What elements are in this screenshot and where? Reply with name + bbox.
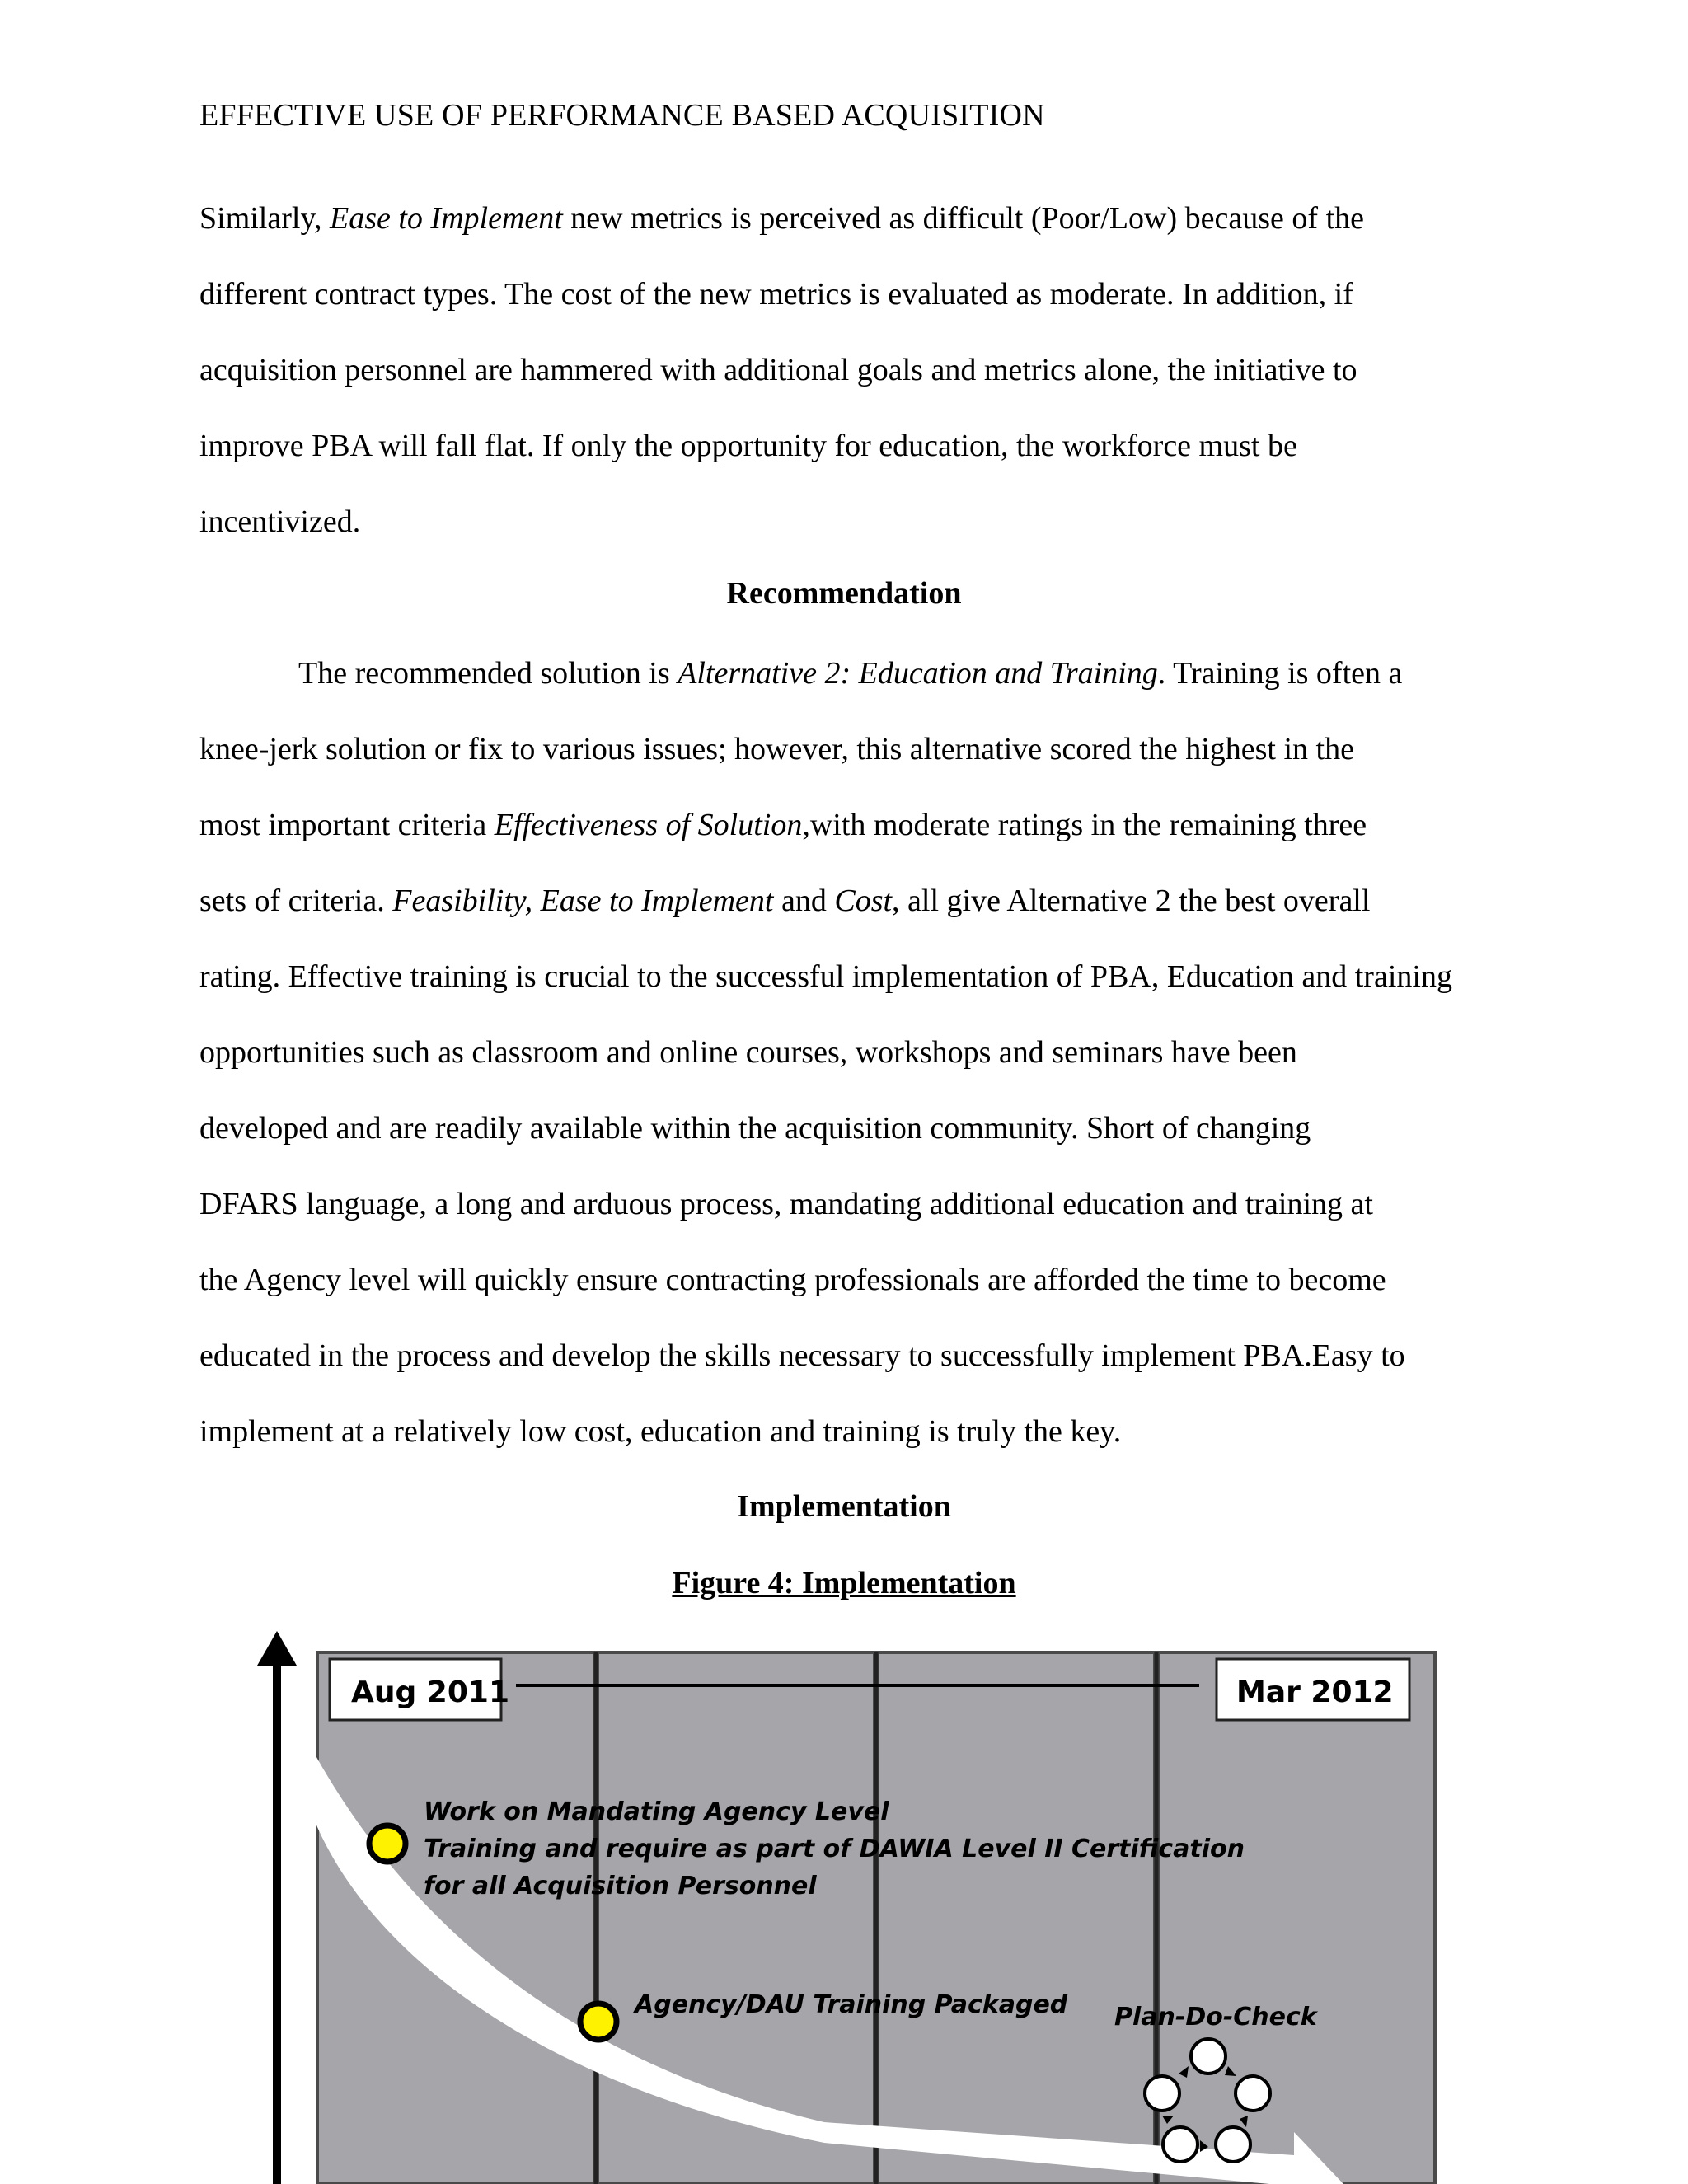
recommendation-line1: The recommended solution is Alternative 2: Education and Training. Training is often a bbox=[298, 656, 1403, 691]
timeline-panel-4 bbox=[1158, 1652, 1435, 2184]
end-date-label: Mar 2012 bbox=[1236, 1675, 1394, 1709]
cycle-label: Plan-Do-Check bbox=[1114, 2003, 1317, 2032]
implementation-figure bbox=[247, 1628, 1442, 2184]
milestone-2-marker bbox=[580, 2004, 617, 2040]
recommendation-line11: implement at a relatively low cost, education and training is truly the key. bbox=[199, 1414, 1122, 1449]
recommendation-line5: rating. Effective training is crucial to the successful implementation of PBA, Education and training bbox=[199, 959, 1452, 994]
timeline-panel-1 bbox=[317, 1652, 594, 2184]
paragraph1-line2: different contract types. The cost of the new metrics is evaluated as moderate. In addition, if bbox=[199, 277, 1353, 312]
start-date-label: Aug 2011 bbox=[351, 1675, 509, 1709]
milestone-2-text: Agency/DAU Training Packaged bbox=[635, 1990, 1068, 2019]
milestone-1-text-line2: Training and require as part of DAWIA Level II Certification bbox=[424, 1835, 1245, 1863]
milestone-1-text-line1: Work on Mandating Agency Level bbox=[424, 1797, 889, 1826]
paragraph1-line3: acquisition personnel are hammered with additional goals and metrics alone, the initiative to bbox=[199, 353, 1357, 387]
recommendation-line8: DFARS language, a long and arduous process, mandating additional education and training at bbox=[199, 1187, 1373, 1221]
running-head: EFFECTIVE USE OF PERFORMANCE BASED ACQUISITION bbox=[199, 98, 1045, 133]
recommendation-line9: the Agency level will quickly ensure contracting professionals are afforded the time to become bbox=[199, 1263, 1386, 1297]
milestone-1-text-line3: for all Acquisition Personnel bbox=[424, 1872, 817, 1900]
section-heading-implementation: Implementation bbox=[737, 1489, 951, 1524]
recommendation-line3: most important criteria Effectiveness of Solution,with moderate ratings in the remaining three bbox=[199, 808, 1367, 842]
paragraph-ease-to-implement bbox=[199, 180, 1502, 560]
timeline-panel-3 bbox=[878, 1652, 1155, 2184]
section-heading-recommendation: Recommendation bbox=[726, 576, 962, 611]
milestone-1-marker bbox=[369, 1825, 406, 1862]
up-arrow-icon bbox=[257, 1631, 297, 1666]
recommendation-line2: knee-jerk solution or fix to various issues; however, this alternative scored the highest in the bbox=[199, 732, 1354, 766]
figure-caption: Figure 4: Implementation bbox=[672, 1566, 1016, 1601]
recommendation-line6: opportunities such as classroom and online courses, workshops and seminars have been bbox=[199, 1035, 1297, 1070]
recommendation-line7: developed and are readily available within the acquisition community. Short of changing bbox=[199, 1111, 1311, 1146]
recommendation-line4: sets of criteria. Feasibility, Ease to Implement and Cost, all give Alternative 2 the best overall bbox=[199, 883, 1371, 918]
paragraph-recommendation bbox=[199, 635, 1502, 1469]
implementation-diagram bbox=[247, 1628, 1442, 2184]
paragraph1-line5: incentivized. bbox=[199, 504, 361, 539]
paragraph1-line4: improve PBA will fall flat. If only the opportunity for education, the workforce must be bbox=[199, 429, 1297, 463]
paragraph1-line1: Similarly, Ease to Implement new metrics is perceived as difficult (Poor/Low) because of the bbox=[199, 201, 1364, 236]
recommendation-line10: educated in the process and develop the skills necessary to successfully implement PBA.Easy to bbox=[199, 1338, 1405, 1373]
